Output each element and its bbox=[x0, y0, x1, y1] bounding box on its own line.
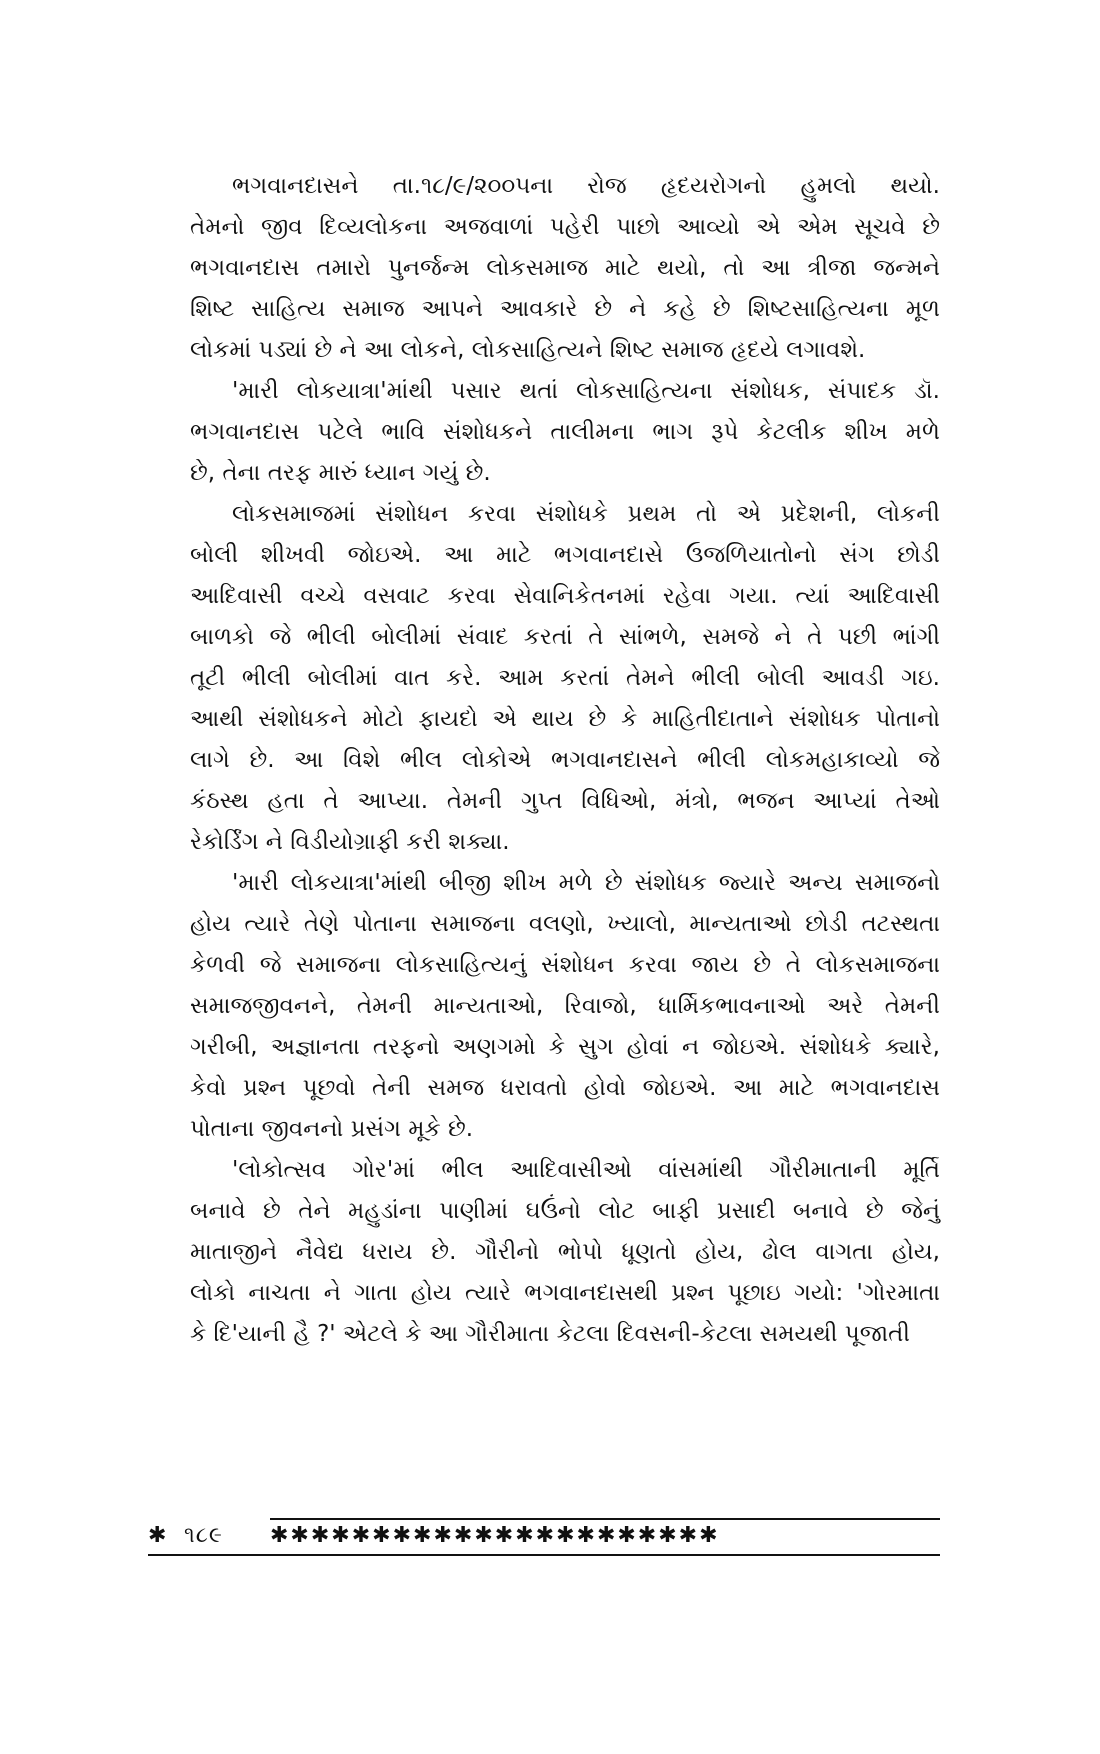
text-line: ગરીબી, અજ્ઞાનતા તરફનો અણગમો કે સુગ હોવાં ન જોઇએ. સંશોધકે ક્યારે, bbox=[190, 1034, 940, 1060]
text-line: બનાવે છે તેને મહુડાંના પાણીમાં ઘઉંનો લોટ બાફી પ્રસાદી બનાવે છે જેનું bbox=[190, 1198, 940, 1224]
text-line: 'મારી લોકયાત્રા'માંથી પસાર થતાં લોકસાહિત્યના સંશોધક, સંપાદક ડૉ. bbox=[232, 378, 940, 404]
text-line: બોલી શીખવી જોઇએ. આ માટે ભગવાનદાસે ઉજળિયાતોનો સંગ છોડી bbox=[190, 542, 940, 568]
footer-rule-bottom bbox=[148, 1554, 940, 1556]
text-line: 'મારી લોકયાત્રા'માંથી બીજી શીખ મળે છે સંશોધક જ્યારે અન્ય સમાજનો bbox=[232, 870, 940, 896]
text-line: આદિવાસી વચ્ચે વસવાટ કરવા સેવાનિકેતનમાં રહેવા ગયા. ત્યાં આદિવાસી bbox=[190, 583, 940, 609]
text-line: ભગવાનદાસ તમારો પુનર્જન્મ લોકસમાજ માટે થયો, તો આ ત્રીજા જન્મને bbox=[190, 255, 940, 281]
text-line: તૂટી ભીલી બોલીમાં વાત કરે. આમ કરતાં તેમને ભીલી બોલી આવડી ગઇ. bbox=[190, 665, 940, 691]
paragraph bbox=[148, 863, 940, 1150]
text-line: તેમનો જીવ દિવ્યલોકના અજવાળાં પહેરી પાછો આવ્યો એ એમ સૂચવે છે bbox=[190, 214, 940, 240]
paragraph bbox=[148, 166, 940, 371]
page-footer bbox=[148, 1520, 940, 1560]
paragraph bbox=[148, 1150, 940, 1355]
text-line: સમાજજીવનને, તેમની માન્યતાઓ, રિવાજો, ધાર્મિકભાવનાઓ અરે તેમની bbox=[190, 993, 940, 1019]
text-line: કે દિ'યાની હૈ ?' એટલે કે આ ગૌરીમાતા કેટલા દિવસની-કેટલા સમયથી પૂજાતી bbox=[190, 1321, 910, 1347]
text-line: રેકોર્ડિંગ ને વિડીયોગ્રાફી કરી શક્યા. bbox=[190, 829, 510, 855]
text-line: 'લોકોત્સવ ગોર'માં ભીલ આદિવાસીઓ વાંસમાંથી ગૌરીમાતાની મૂર્તિ bbox=[232, 1157, 940, 1183]
text-line: હોય ત્યારે તેણે પોતાના સમાજના વલણો, ખ્યાલો, માન્યતાઓ છોડી તટસ્થતા bbox=[190, 911, 940, 937]
text-line: ભગવાનદાસને તા.૧૮/૯/૨૦૦૫ના રોજ હૃદયરોગનો હુમલો થયો. bbox=[232, 173, 940, 199]
footer-star-row-icon: ✱✱✱✱✱✱✱✱✱✱✱✱✱✱✱✱✱✱✱✱✱✱ bbox=[270, 1523, 720, 1548]
text-line: પોતાના જીવનનો પ્રસંગ મૂકે છે. bbox=[190, 1116, 474, 1142]
text-line: શિષ્ટ સાહિત્ય સમાજ આપને આવકારે છે ને કહે છે શિષ્ટસાહિત્યના મૂળ bbox=[190, 296, 940, 322]
paragraph bbox=[148, 371, 940, 494]
footer-star-icon: ✱ bbox=[148, 1523, 167, 1548]
page-number: ૧૮૯ bbox=[184, 1523, 223, 1548]
text-line: લોકમાં પડ્યાં છે ને આ લોકને, લોકસાહિત્યને શિષ્ટ સમાજ હૃદયે લગાવશે. bbox=[190, 337, 866, 363]
body-text bbox=[148, 166, 940, 1355]
text-line: લોકસમાજમાં સંશોધન કરવા સંશોધકે પ્રથમ તો એ પ્રદેશની, લોકની bbox=[232, 501, 940, 527]
text-line: આથી સંશોધકને મોટો ફાયદો એ થાય છે કે માહિતીદાતાને સંશોધક પોતાનો bbox=[190, 706, 940, 732]
text-line: કેળવી જે સમાજના લોકસાહિત્યનું સંશોધન કરવા જાય છે તે લોકસમાજના bbox=[190, 952, 940, 978]
text-line: લોકો નાચતા ને ગાતા હોય ત્યારે ભગવાનદાસથી પ્રશ્ન પૂછાઇ ગયો: 'ગોરમાતા bbox=[190, 1280, 940, 1306]
text-line: બાળકો જે ભીલી બોલીમાં સંવાદ કરતાં તે સાંભળે, સમજે ને તે પછી ભાંગી bbox=[190, 624, 940, 650]
paragraph bbox=[148, 494, 940, 863]
text-line: લાગે છે. આ વિશે ભીલ લોકોએ ભગવાનદાસને ભીલી લોકમહાકાવ્યો જે bbox=[190, 747, 940, 773]
text-line: છે, તેના તરફ મારું ધ્યાન ગયું છે. bbox=[190, 460, 491, 486]
text-line: કંઠસ્થ હતા તે આપ્યા. તેમની ગુપ્ત વિધિઓ, મંત્રો, ભજન આપ્યાં તેઓ bbox=[190, 788, 940, 814]
text-line: ભગવાનદાસ પટેલે ભાવિ સંશોધકને તાલીમના ભાગ રૂપે કેટલીક શીખ મળે bbox=[190, 419, 940, 445]
text-line: કેવો પ્રશ્ન પૂછવો તેની સમજ ધરાવતો હોવો જોઇએ. આ માટે ભગવાનદાસ bbox=[190, 1075, 940, 1101]
text-line: માતાજીને નૈવેદ્ય ધરાય છે. ગૌરીનો ભોપો ધૂણતો હોય, ઢોલ વાગતા હોય, bbox=[190, 1239, 940, 1265]
